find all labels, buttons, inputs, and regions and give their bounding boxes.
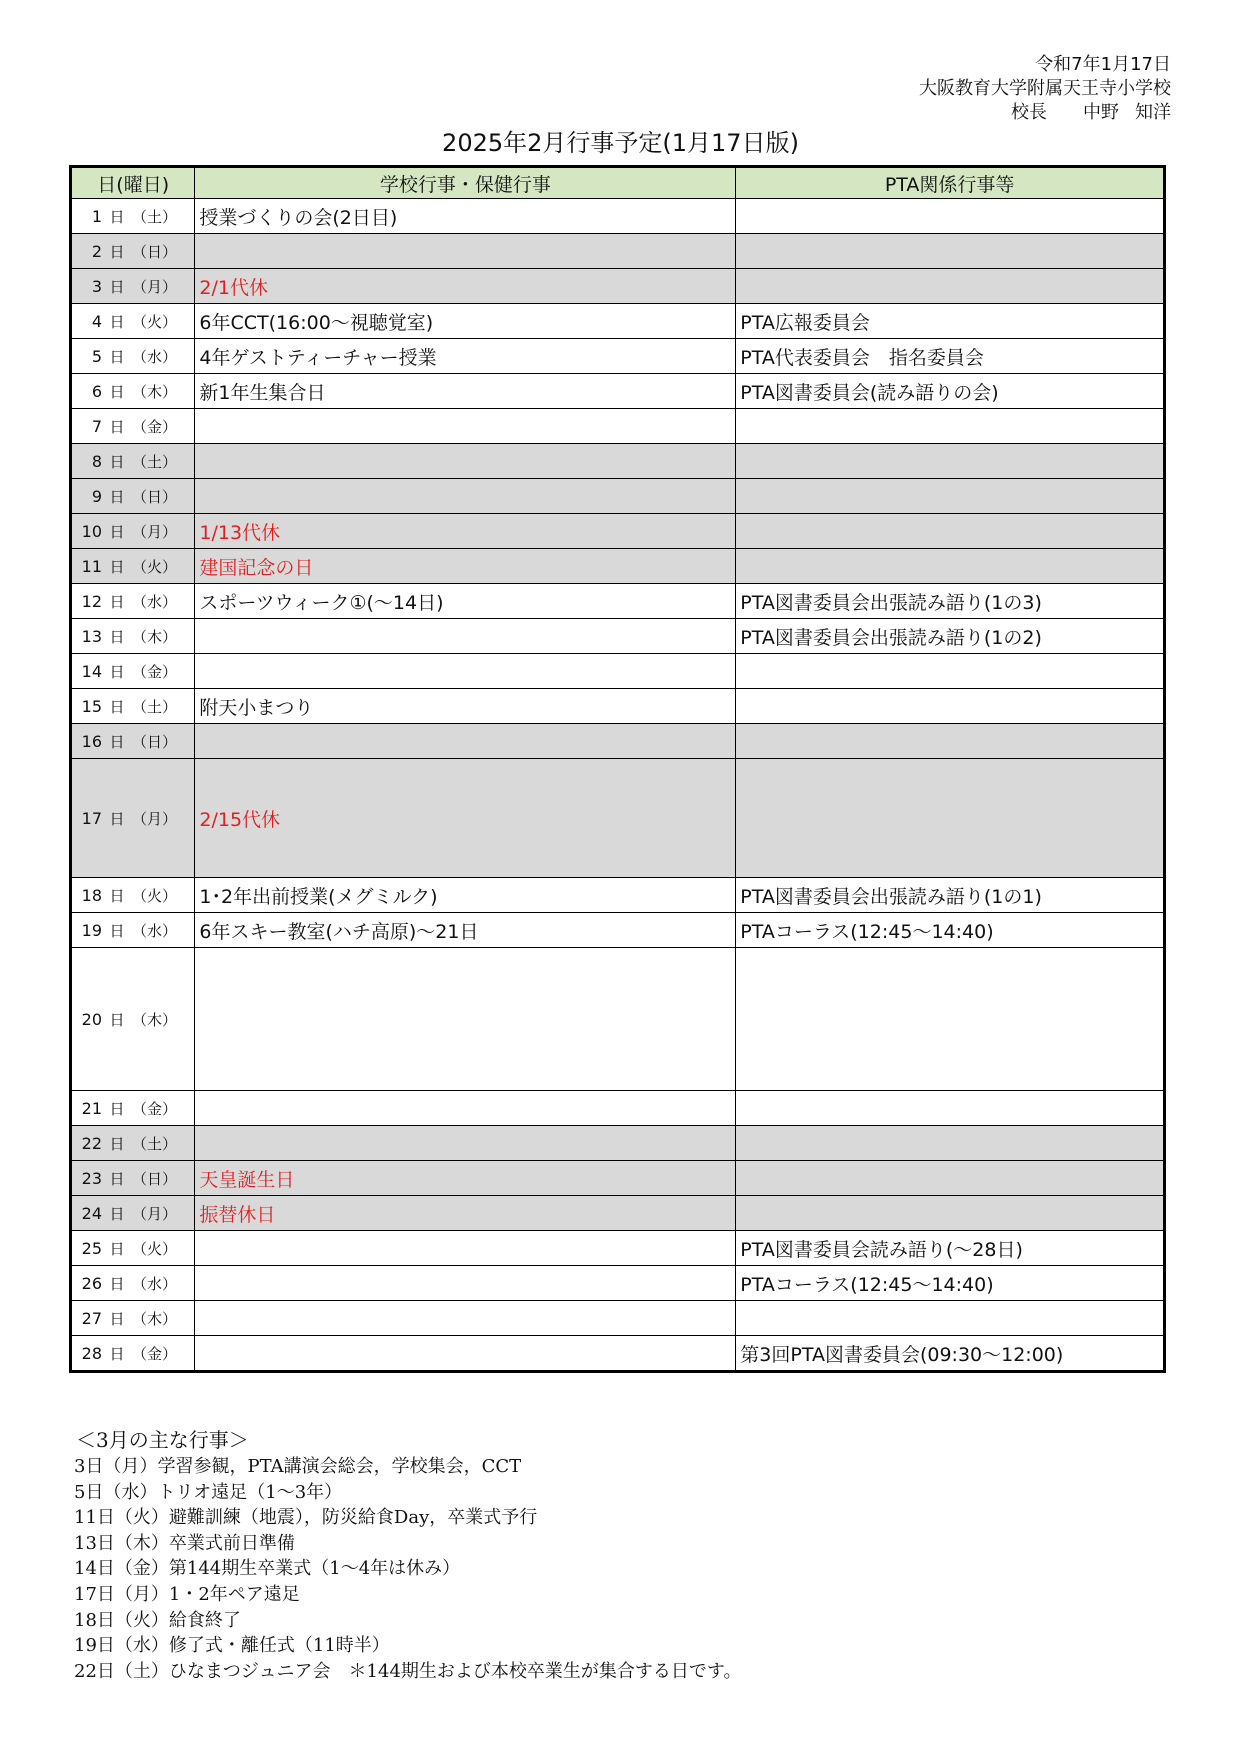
march-event-item: 3日（月）学習参観，PTA講演会総会，学校集会，CCT (74, 1456, 522, 1477)
table-row (71, 619, 1165, 654)
day-cell (71, 199, 195, 234)
day-number: 1 (91, 207, 102, 226)
day-number: 13 (81, 627, 102, 646)
school-event-cell: 授業づくりの会(2日目) (195, 199, 736, 234)
table-row (71, 374, 1165, 409)
day-cell (71, 1196, 195, 1231)
table-row (71, 1231, 1165, 1266)
weekday-label: （日） (132, 733, 178, 751)
school-event-cell (195, 724, 736, 759)
day-number: 25 (81, 1239, 102, 1258)
pta-event-cell (736, 1196, 1165, 1231)
table-row (71, 479, 1165, 514)
school-event-cell: 新1年生集合日 (195, 374, 736, 409)
day-number: 6 (91, 382, 102, 401)
school-event-cell (195, 1231, 736, 1266)
day-number: 7 (91, 417, 102, 436)
table-row (71, 1266, 1165, 1301)
day-number: 16 (81, 732, 102, 751)
school-event-cell (195, 948, 736, 1091)
school-event-cell (195, 654, 736, 689)
table-row (71, 654, 1165, 689)
day-number: 15 (81, 697, 102, 716)
day-cell (71, 654, 195, 689)
march-event-item: 18日（火）給食終了 (74, 1609, 241, 1631)
school-event-cell (195, 409, 736, 444)
pta-event-cell: PTAコーラス(12:45～14:40) (736, 1266, 1165, 1301)
weekday-label: （日） (132, 488, 178, 506)
school-event-cell: 6年スキー教室(ハチ高原)～21日 (195, 913, 736, 948)
day-number: 14 (81, 662, 102, 681)
school-event-cell (195, 1301, 736, 1336)
weekday-label: （火） (132, 1240, 178, 1258)
weekday-label: （金） (132, 418, 178, 436)
day-number: 2 (91, 242, 102, 261)
table-row (71, 409, 1165, 444)
weekday-label: （水） (132, 922, 178, 940)
table-row (71, 339, 1165, 374)
day-cell (71, 1266, 195, 1301)
weekday-label: （日） (132, 243, 178, 261)
school-event-cell (195, 619, 736, 654)
school-event-cell: 2/1代休 (195, 269, 736, 304)
day-label: 日 (109, 1011, 125, 1029)
day-number: 26 (81, 1274, 102, 1293)
principal-given-name: 知洋 (1135, 102, 1171, 123)
school-event-cell: 2/15代休 (195, 759, 736, 878)
march-events-section (74, 1426, 741, 1684)
weekday-label: （金） (132, 663, 178, 681)
day-number: 11 (81, 557, 102, 576)
table-row (71, 304, 1165, 339)
pta-event-cell (736, 269, 1165, 304)
school-event-cell: 4年ゲストティーチャー授業 (195, 339, 736, 374)
weekday-label: （火） (132, 887, 178, 905)
pta-event-cell: PTA図書委員会読み語り(～28日) (736, 1231, 1165, 1266)
school-event-cell (195, 1126, 736, 1161)
school-event-cell: 振替休日 (195, 1196, 736, 1231)
day-label: 日 (109, 628, 125, 646)
day-number: 27 (81, 1309, 102, 1328)
day-label: 日 (109, 1345, 125, 1363)
day-label: 日 (109, 922, 125, 940)
day-label: 日 (109, 1275, 125, 1293)
day-cell (71, 549, 195, 584)
table-row (71, 444, 1165, 479)
table-row (71, 913, 1165, 948)
weekday-label: （金） (132, 1100, 178, 1118)
day-label: 日 (109, 1100, 125, 1118)
day-cell (71, 339, 195, 374)
day-number: 17 (81, 809, 102, 828)
march-event-item: 11日（火）避難訓練（地震），防災給食Day，卒業式予行 (74, 1507, 538, 1529)
day-label: 日 (109, 698, 125, 716)
school-event-cell: 附天小まつり (195, 689, 736, 724)
schedule-table (69, 165, 1166, 1373)
pta-event-cell (736, 1161, 1165, 1196)
day-number: 9 (91, 487, 102, 506)
day-cell (71, 1301, 195, 1336)
day-cell (71, 304, 195, 339)
march-event-item: 14日（金）第144期生卒業式（1～4年は休み） (74, 1558, 461, 1580)
day-number: 3 (91, 277, 102, 296)
school-event-cell: 1/13代休 (195, 514, 736, 549)
day-cell (71, 724, 195, 759)
weekday-label: （土） (132, 453, 178, 471)
weekday-label: （土） (132, 208, 178, 226)
table-row (71, 269, 1165, 304)
day-cell (71, 619, 195, 654)
pta-event-cell (736, 654, 1165, 689)
weekday-label: （火） (132, 558, 178, 576)
day-cell (71, 1091, 195, 1126)
weekday-label: （木） (132, 383, 178, 401)
pta-event-cell: PTA図書委員会出張読み語り(1の3) (736, 584, 1165, 619)
day-label: 日 (109, 887, 125, 905)
day-cell (71, 269, 195, 304)
day-label: 日 (109, 383, 125, 401)
day-number: 22 (81, 1134, 102, 1153)
table-row (71, 549, 1165, 584)
pta-event-cell: PTA図書委員会出張読み語り(1の2) (736, 619, 1165, 654)
table-row (71, 1336, 1165, 1372)
march-event-item: 19日（水）修了式・離任式（11時半） (74, 1635, 390, 1657)
school-event-cell (195, 234, 736, 269)
principal-family-name: 中野 (1083, 102, 1119, 123)
pta-event-cell: PTA図書委員会(読み語りの会) (736, 374, 1165, 409)
document-date: 令和7年1月17日 (1035, 54, 1171, 75)
day-cell (71, 479, 195, 514)
day-cell (71, 878, 195, 913)
day-cell (71, 584, 195, 619)
principal-title: 校長 (1011, 102, 1047, 123)
march-heading: ＜3月の主な行事＞ (76, 1428, 249, 1452)
column-header-day: 日(曜日) (71, 167, 195, 199)
pta-event-cell: 第3回PTA図書委員会(09:30～12:00) (736, 1336, 1165, 1372)
pta-event-cell: PTA図書委員会出張読み語り(1の1) (736, 878, 1165, 913)
table-row (71, 1301, 1165, 1336)
day-number: 19 (81, 921, 102, 940)
school-event-cell: 建国記念の日 (195, 549, 736, 584)
day-label: 日 (109, 663, 125, 681)
weekday-label: （木） (132, 1310, 178, 1328)
day-label: 日 (109, 558, 125, 576)
day-cell (71, 514, 195, 549)
school-event-cell (195, 479, 736, 514)
march-event-item: 22日（土）ひなまつジュニア会 ＊144期生および本校卒業生が集合する日です。 (74, 1660, 742, 1682)
pta-event-cell (736, 199, 1165, 234)
day-label: 日 (109, 1310, 125, 1328)
school-event-cell: 1･2年出前授業(メグミルク) (195, 878, 736, 913)
day-cell (71, 234, 195, 269)
day-cell (71, 1126, 195, 1161)
weekday-label: （日） (132, 1170, 178, 1188)
column-header-school-events: 学校行事・保健行事 (195, 167, 736, 199)
day-label: 日 (109, 1205, 125, 1223)
day-label: 日 (109, 488, 125, 506)
table-row (71, 689, 1165, 724)
day-cell (71, 1231, 195, 1266)
day-number: 4 (91, 312, 102, 331)
weekday-label: （火） (132, 313, 178, 331)
school-event-cell (195, 1091, 736, 1126)
day-cell (71, 948, 195, 1091)
table-row (71, 948, 1165, 1091)
pta-event-cell (736, 948, 1165, 1091)
table-row (71, 759, 1165, 878)
day-label: 日 (109, 278, 125, 296)
day-cell (71, 759, 195, 878)
day-label: 日 (109, 1240, 125, 1258)
pta-event-cell (736, 514, 1165, 549)
table-row (71, 724, 1165, 759)
pta-event-cell (736, 689, 1165, 724)
weekday-label: （水） (132, 1275, 178, 1293)
day-label: 日 (109, 348, 125, 366)
pta-event-cell (736, 444, 1165, 479)
school-name: 大阪教育大学附属天王寺小学校 (919, 78, 1171, 99)
table-row (71, 234, 1165, 269)
day-number: 8 (91, 452, 102, 471)
table-row (71, 199, 1165, 234)
pta-event-cell (736, 1091, 1165, 1126)
table-row (71, 1091, 1165, 1126)
day-cell (71, 913, 195, 948)
page-title: 2025年2月行事予定(1月17日版) (442, 129, 799, 157)
day-label: 日 (109, 593, 125, 611)
pta-event-cell (736, 759, 1165, 878)
pta-event-cell: PTA代表委員会 指名委員会 (736, 339, 1165, 374)
table-row (71, 878, 1165, 913)
day-number: 28 (81, 1344, 102, 1363)
weekday-label: （月） (132, 523, 178, 541)
pta-event-cell: PTA広報委員会 (736, 304, 1165, 339)
day-label: 日 (109, 313, 125, 331)
table-row (71, 1196, 1165, 1231)
pta-event-cell (736, 234, 1165, 269)
day-number: 10 (81, 522, 102, 541)
weekday-label: （月） (132, 278, 178, 296)
weekday-label: （土） (132, 698, 178, 716)
day-label: 日 (109, 453, 125, 471)
school-event-cell: スポーツウィーク①(～14日) (195, 584, 736, 619)
day-number: 23 (81, 1169, 102, 1188)
day-number: 12 (81, 592, 102, 611)
weekday-label: （金） (132, 1345, 178, 1363)
table-row (71, 1161, 1165, 1196)
day-number: 18 (81, 886, 102, 905)
day-label: 日 (109, 523, 125, 541)
march-event-item: 17日（月）1・2年ペア遠足 (74, 1583, 300, 1605)
pta-event-cell (736, 1301, 1165, 1336)
table-row (71, 584, 1165, 619)
weekday-label: （月） (132, 1205, 178, 1223)
march-event-list (74, 1454, 741, 1684)
pta-event-cell (736, 549, 1165, 584)
day-label: 日 (109, 1135, 125, 1153)
weekday-label: （水） (132, 593, 178, 611)
school-event-cell (195, 1336, 736, 1372)
pta-event-cell (736, 1126, 1165, 1161)
march-event-item: 5日（水）トリオ遠足（1～3年） (74, 1481, 343, 1503)
weekday-label: （土） (132, 1135, 178, 1153)
day-label: 日 (109, 810, 125, 828)
pta-event-cell (736, 409, 1165, 444)
school-event-cell: 6年CCT(16:00～視聴覚室) (195, 304, 736, 339)
pta-event-cell: PTAコーラス(12:45～14:40) (736, 913, 1165, 948)
day-label: 日 (109, 733, 125, 751)
day-number: 24 (81, 1204, 102, 1223)
school-event-cell: 天皇誕生日 (195, 1161, 736, 1196)
table-row (71, 514, 1165, 549)
day-cell (71, 1161, 195, 1196)
day-label: 日 (109, 1170, 125, 1188)
day-cell (71, 444, 195, 479)
school-event-cell (195, 1266, 736, 1301)
principal-line (1011, 101, 1171, 125)
pta-event-cell (736, 479, 1165, 514)
day-cell (71, 409, 195, 444)
column-header-pta-events: PTA関係行事等 (736, 167, 1165, 199)
day-cell (71, 1336, 195, 1372)
weekday-label: （木） (132, 1011, 178, 1029)
weekday-label: （木） (132, 628, 178, 646)
day-cell (71, 374, 195, 409)
schedule-header-row (71, 167, 1165, 199)
day-number: 5 (91, 347, 102, 366)
day-label: 日 (109, 243, 125, 261)
school-event-cell (195, 444, 736, 479)
day-label: 日 (109, 208, 125, 226)
day-label: 日 (109, 418, 125, 436)
day-number: 20 (81, 1010, 102, 1029)
weekday-label: （水） (132, 348, 178, 366)
march-event-item: 13日（木）卒業式前日準備 (74, 1532, 295, 1554)
day-cell (71, 689, 195, 724)
pta-event-cell (736, 724, 1165, 759)
day-number: 21 (81, 1099, 102, 1118)
table-row (71, 1126, 1165, 1161)
weekday-label: （月） (132, 810, 178, 828)
